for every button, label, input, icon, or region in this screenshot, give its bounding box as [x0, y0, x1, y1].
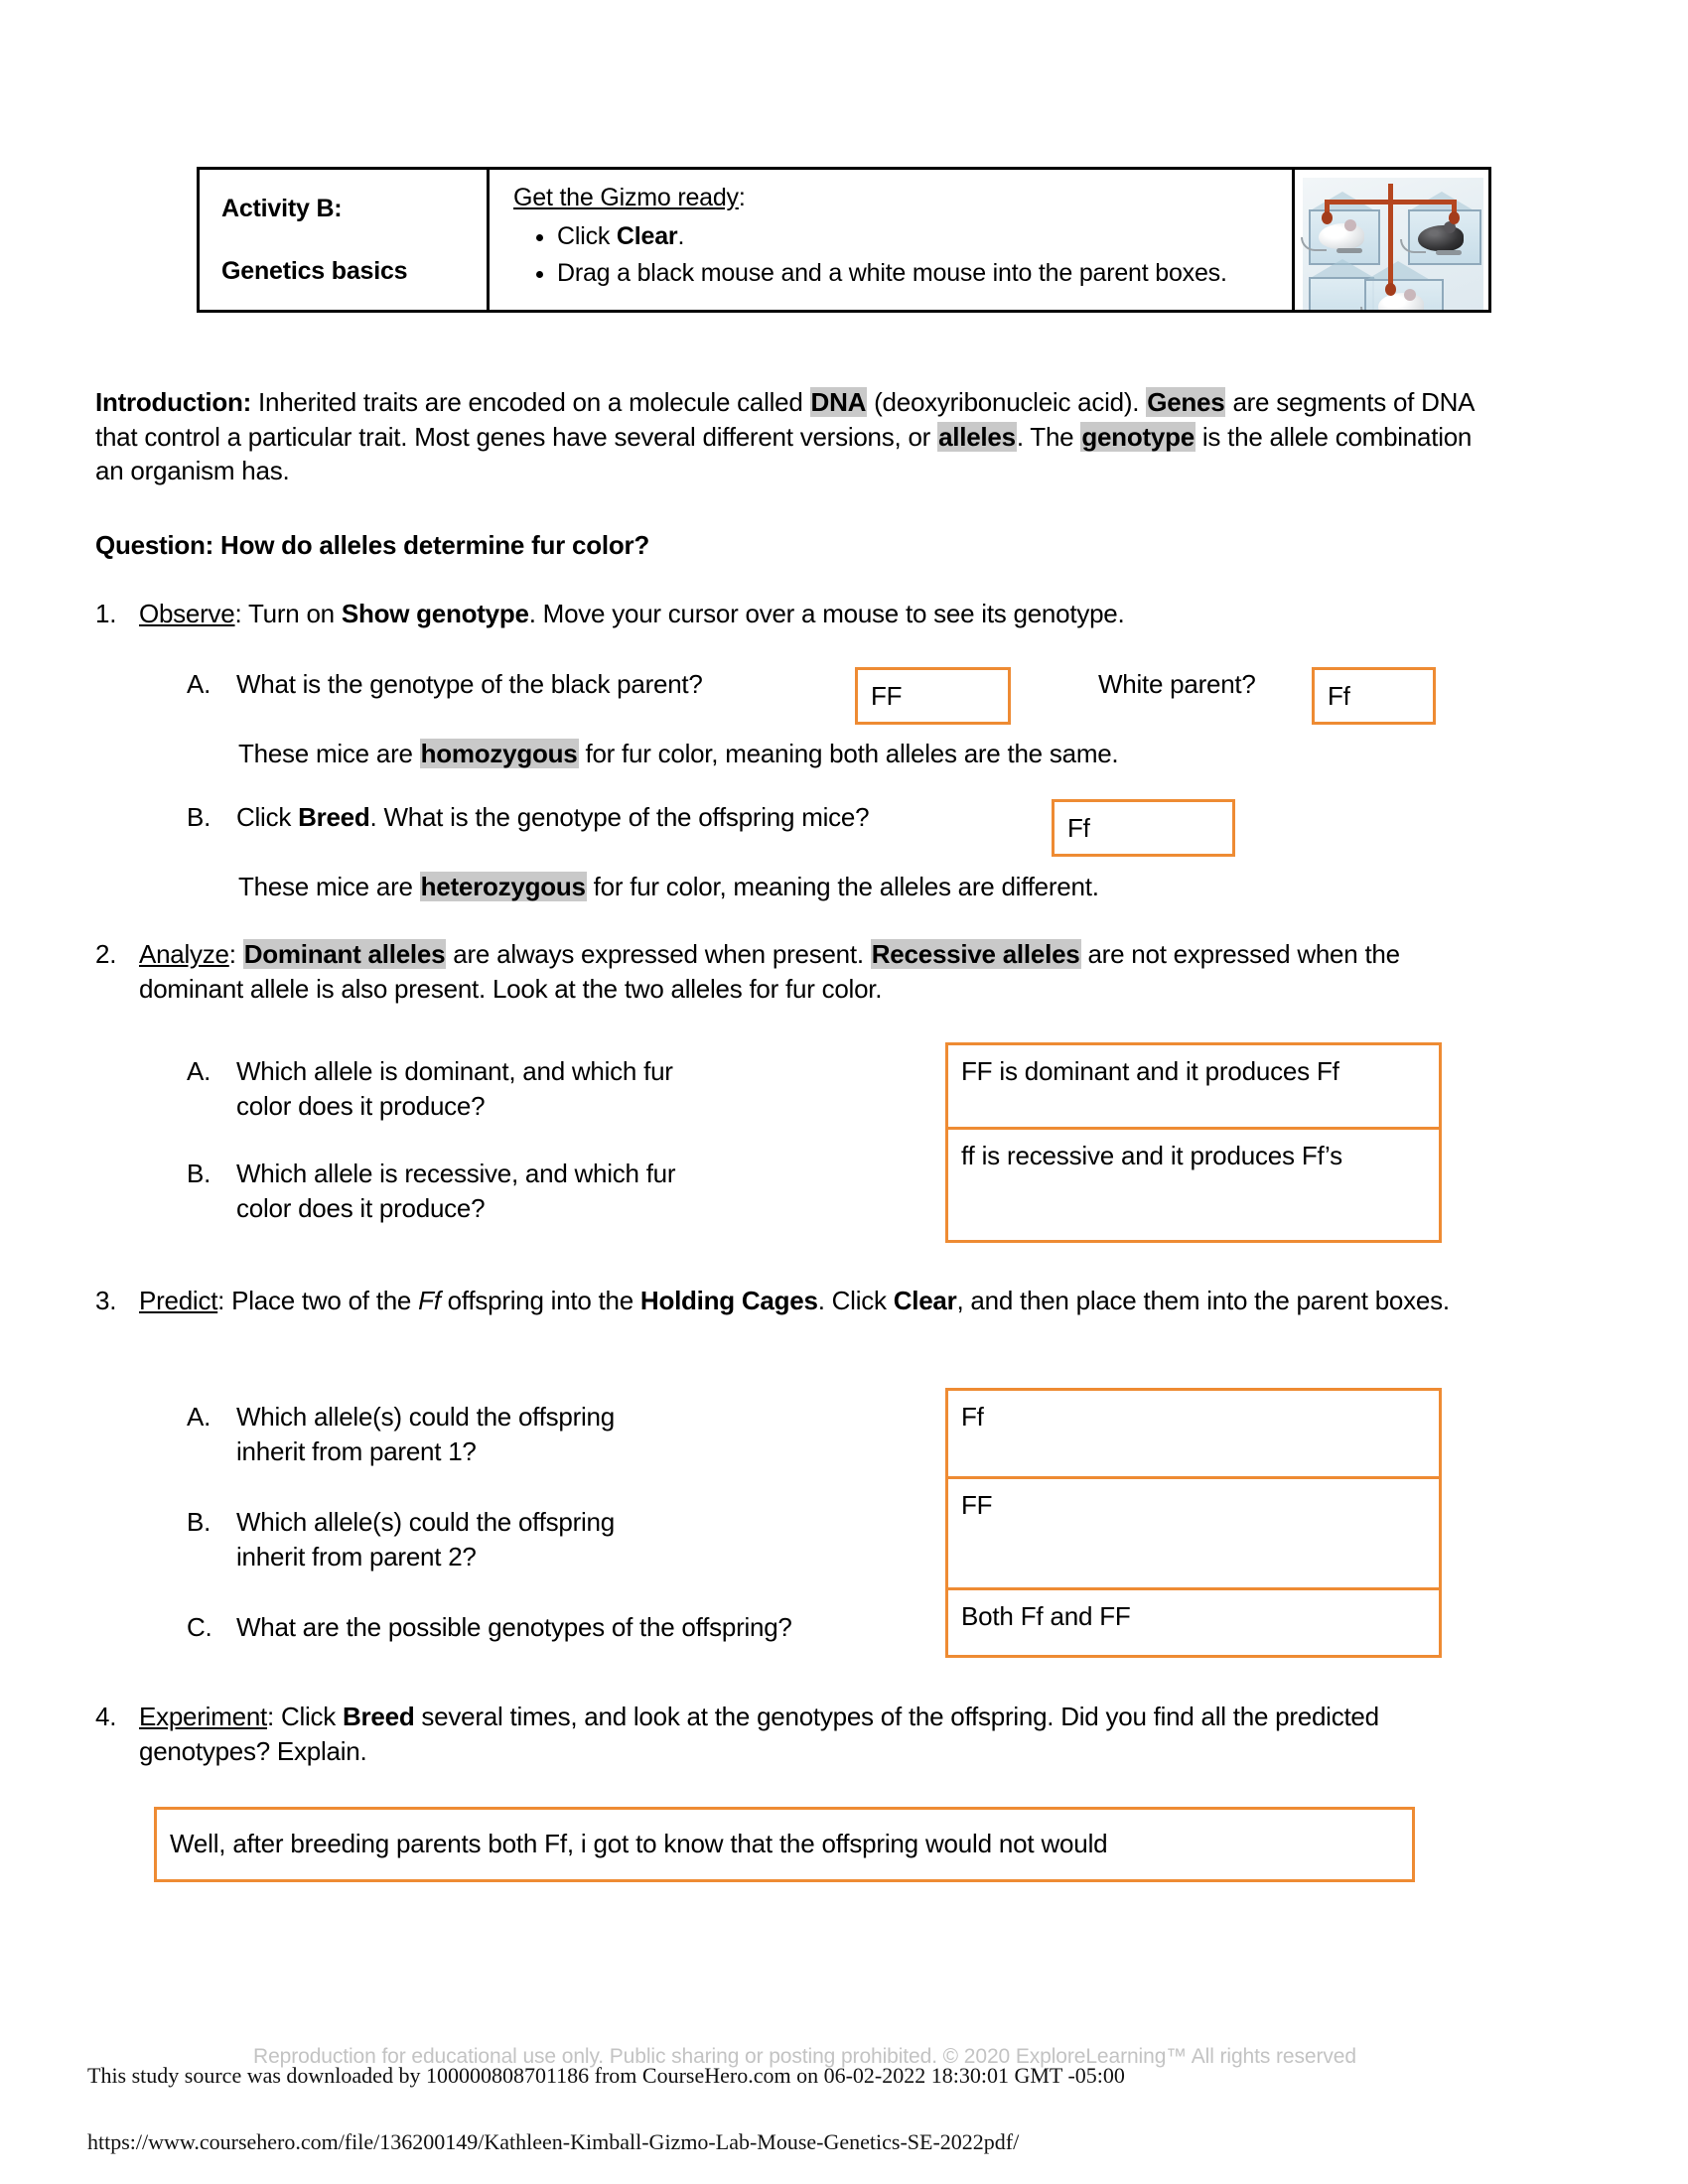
mouse-tail-icon — [1360, 307, 1386, 310]
activity-header-instructions-cell — [490, 170, 1292, 310]
mouse-white-top-left — [1319, 223, 1364, 249]
answer-box-3c[interactable] — [945, 1590, 1442, 1658]
item-2-seg1: : — [228, 939, 243, 969]
main-question-heading: Question: How do alleles determine fur color? — [95, 530, 649, 560]
gizmo-step-2 — [557, 257, 1274, 290]
item-1-seg1: : Turn on — [234, 599, 342, 628]
item-4-seg2: several times, and look at the genotypes of the offspring. Did you find all the predicted genotypes? Explain. — [139, 1702, 1379, 1766]
item-1b-q-post: . What is the genotype of the offspring mice? — [369, 802, 870, 832]
item-2-text — [139, 937, 1505, 1006]
gizmo-step-2-pre: Drag a black mouse and a white mouse into the parent boxes. — [557, 259, 1227, 287]
item-1b-question — [236, 800, 882, 835]
footer-reproduction-notice: Reproduction for educational use only. Public sharing or posting prohibited. © 2020 ExploreLearning™ All rights reserved — [253, 2045, 1356, 2068]
answer-2a-value: FF is dominant and it produces Ff — [961, 1056, 1339, 1086]
answer-box-4-explanation[interactable] — [154, 1807, 1415, 1882]
item-3-verb: Predict — [139, 1286, 218, 1315]
mouse-ear-icon — [1404, 289, 1416, 301]
footer-download-notice: This study source was downloaded by 100000808701186 from CourseHero.com on 06-02-2022 18:30:01 GMT -05:00 — [87, 2063, 1125, 2088]
item-1a-note — [238, 737, 1499, 771]
item-1-seg2: . Move your cursor over a mouse to see its genotype. — [528, 599, 1125, 628]
term-homozygous: homozygous — [420, 739, 578, 768]
item-1a-note-pre: These mice are — [238, 739, 420, 768]
answer-3a-value: Ff — [961, 1402, 984, 1432]
item-2-seg3: are not expressed when the dominant allele is also present. Look at the two alleles for fur color. — [139, 939, 1400, 1004]
item-3c-question: What are the possible genotypes of the offspring? — [236, 1612, 792, 1642]
item-2-seg2: are always expressed when present. — [446, 939, 871, 969]
introduction-seg5: is the allele combination an organism has. — [95, 421, 1473, 486]
item-4-number: 4. — [95, 1702, 117, 1731]
mouse-black-top-right — [1418, 225, 1464, 251]
introduction-label: Introduction: — [95, 387, 252, 417]
item-4-text — [139, 1700, 1515, 1768]
term-dominant-alleles: Dominant alleles — [243, 939, 446, 969]
item-3c-letter: C. — [187, 1612, 212, 1642]
item-3-seg3: . Click — [817, 1286, 894, 1315]
mouse-foot-icon — [1336, 248, 1362, 253]
item-1-observe — [95, 597, 1505, 631]
item-3-text — [139, 1284, 1505, 1318]
introduction-seg4: . The — [1016, 421, 1081, 452]
breeding-link-vertical — [1388, 184, 1393, 293]
answer-1b-value: Ff — [1067, 813, 1090, 843]
item-2a-letter: A. — [187, 1056, 211, 1086]
item-3a — [187, 1400, 663, 1468]
item-4-experiment — [95, 1700, 1515, 1768]
item-2-number: 2. — [95, 939, 117, 969]
item-3c — [187, 1610, 882, 1645]
item-3-number: 3. — [95, 1286, 117, 1315]
cage-hook-icon — [1322, 211, 1333, 224]
item-3-seg2: offspring into the — [440, 1286, 640, 1315]
item-2b-letter: B. — [187, 1159, 211, 1188]
answer-box-2a[interactable] — [945, 1042, 1442, 1130]
cage-hook-icon — [1449, 211, 1460, 224]
mouse-cages-gizmo-thumbnail — [1303, 178, 1483, 310]
gizmo-step-1 — [557, 220, 1274, 253]
item-4-verb: Experiment — [139, 1702, 267, 1731]
item-3b-question: Which allele(s) could the offspring inherit from parent 2? — [236, 1507, 615, 1571]
item-1-text — [139, 597, 1505, 631]
activity-header-table — [197, 167, 1491, 313]
mouse-tail-icon — [1301, 237, 1327, 251]
answer-1a-black-value: FF — [871, 681, 903, 711]
footer-source-url: https://www.coursehero.com/file/136200149/Kathleen-Kimball-Gizmo-Lab-Mouse-Genetics-SE-2022pdf/ — [87, 2129, 1020, 2154]
item-3-ital1: Ff — [418, 1286, 441, 1315]
activity-header-left-cell — [200, 170, 490, 310]
activity-label: Activity B: — [221, 194, 343, 222]
introduction-paragraph — [95, 385, 1505, 488]
item-2b — [187, 1157, 683, 1225]
gizmo-step-1-pre: Click — [557, 222, 617, 250]
gizmo-ready-colon: : — [738, 184, 746, 211]
term-genes: Genes — [1147, 387, 1225, 417]
gizmo-steps-list — [513, 220, 1274, 290]
activity-topic: Genetics basics — [221, 256, 408, 285]
introduction-seg1: Inherited traits are encoded on a molecule called — [251, 387, 810, 417]
mouse-tail-icon — [1400, 239, 1426, 253]
mouse-foot-icon — [1436, 250, 1462, 255]
term-heterozygous: heterozygous — [420, 872, 586, 901]
item-3-bold1: Holding Cages — [639, 1286, 818, 1315]
item-3b — [187, 1505, 663, 1573]
term-genotype: genotype — [1081, 421, 1195, 452]
item-2a — [187, 1054, 683, 1123]
item-3a-letter: A. — [187, 1402, 211, 1432]
item-1b — [187, 800, 882, 835]
item-2a-question: Which allele is dominant, and which fur color does it produce? — [236, 1056, 673, 1121]
item-1a-second-prompt: White parent? — [1098, 669, 1256, 699]
answer-box-1b-offspring[interactable] — [1052, 799, 1235, 857]
activity-header-image-cell — [1292, 170, 1488, 310]
item-3-predict — [95, 1284, 1505, 1318]
introduction-seg2: (deoxyribonucleic acid). — [867, 387, 1147, 417]
item-1b-letter: B. — [187, 802, 211, 832]
item-1b-note-pre: These mice are — [238, 872, 420, 901]
item-1a — [187, 667, 763, 702]
item-1b-note — [238, 870, 1499, 904]
term-dna: DNA — [810, 387, 867, 417]
item-1a-letter: A. — [187, 669, 211, 699]
answer-3b-value: FF — [961, 1490, 993, 1520]
item-1-bold1: Show genotype — [341, 599, 529, 628]
answer-box-3b[interactable] — [945, 1479, 1442, 1590]
answer-4-value: Well, after breeding parents both Ff, i got to know that the offspring would not would — [170, 1829, 1108, 1858]
answer-box-1a-black-parent[interactable] — [855, 667, 1011, 725]
item-2b-question: Which allele is recessive, and which fur color does it produce? — [236, 1159, 676, 1223]
answer-1a-white-value: Ff — [1328, 681, 1350, 711]
item-4-bold1: Breed — [343, 1702, 415, 1731]
item-1b-q-bold: Breed — [298, 802, 370, 832]
gizmo-ready-heading — [513, 184, 1274, 212]
item-3a-question: Which allele(s) could the offspring inherit from parent 1? — [236, 1402, 615, 1466]
gizmo-step-1-post: . — [677, 222, 685, 250]
term-recessive-alleles: Recessive alleles — [871, 939, 1080, 969]
cage-hook-icon — [1385, 283, 1396, 296]
item-2-verb: Analyze — [139, 939, 229, 969]
item-3-seg1: : Place two of the — [217, 1286, 419, 1315]
gizmo-step-1-bold: Clear — [616, 222, 678, 250]
item-3b-letter: B. — [187, 1507, 211, 1537]
term-alleles: alleles — [938, 421, 1016, 452]
cage-roof-icon — [1364, 261, 1432, 281]
item-2-analyze — [95, 937, 1505, 1006]
introduction-seg3: are segments of DNA that control a particular trait. Most genes have several different versions, or — [95, 387, 1474, 452]
item-3-seg4: , and then place them into the parent boxes. — [956, 1286, 1450, 1315]
item-1-verb: Observe — [139, 599, 235, 628]
item-1b-note-post: for fur color, meaning the alleles are different. — [586, 872, 1099, 901]
answer-box-3a[interactable] — [945, 1388, 1442, 1479]
answer-2b-value: ff is recessive and it produces Ff’s — [961, 1141, 1342, 1170]
answer-3c-value: Both Ff and FF — [961, 1601, 1131, 1631]
gizmo-ready-label: Get the Gizmo ready — [513, 184, 739, 211]
item-1a-note-post: for fur color, meaning both alleles are the same. — [578, 739, 1119, 768]
answer-box-1a-white-parent[interactable] — [1312, 667, 1436, 725]
item-1-number: 1. — [95, 599, 117, 628]
item-4-seg1: : Click — [267, 1702, 343, 1731]
mouse-ear-icon — [1344, 219, 1356, 231]
item-1b-q-pre: Click — [236, 802, 299, 832]
answer-box-2b[interactable] — [945, 1130, 1442, 1243]
item-1a-question: What is the genotype of the black parent? — [236, 669, 703, 699]
item-3-bold2: Clear — [893, 1286, 957, 1315]
